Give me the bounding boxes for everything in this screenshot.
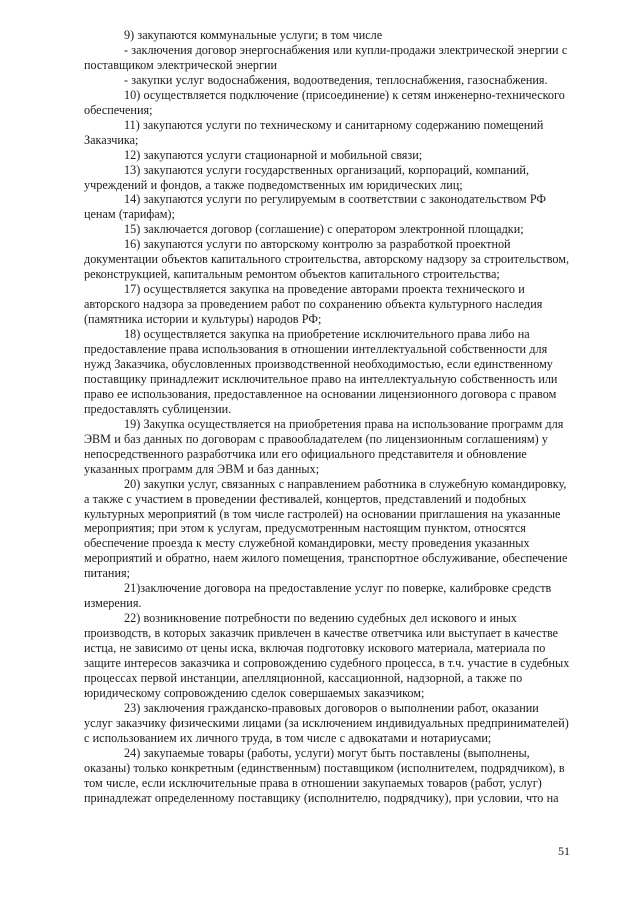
list-item: 10) осуществляется подключение (присоединение) к сетям инженерно-технического обеспечения; (84, 87, 565, 117)
list-item: 9) закупаются коммунальные услуги; в том числе (124, 28, 383, 42)
list-item: 16) закупаются услуги по авторскому контролю за разработкой проектной документации объектов капитального строительства, авторскому надзору за строительством, реконструкцией, капитальным ремонтом объектов капитального строительства; (84, 237, 570, 282)
list-item: 17) осуществляется закупка на проведение авторами проекта технического и авторского надзора за проведением работ по сохранению объекта культурного наследия (памятника истории и культуры) народов РФ; (84, 282, 543, 327)
list-sub-item: - заключения договор энергоснабжения или купли-продажи электрической энергии с поставщиком электрической энергии (84, 42, 568, 72)
list-item: 18) осуществляется закупка на приобретение исключительного права либо на предоставление права использования в отношении интеллектуальной собственности для нужд Заказчика, обусловленных производственной необходимостью, если единственному поставщику принадлежит исключительное право на интеллектуальную собственность или право ее использования, предоставленное на основании лицензионного договора с правом предоставлять сублицензии. (84, 327, 558, 416)
list-item: 11) закупаются услуги по техническому и санитарному содержанию помещений Заказчика; (84, 117, 544, 147)
page-number: 51 (558, 844, 570, 858)
list-item: 21)заключение договора на предоставление услуг по поверке, калибровке средств измерения. (84, 581, 552, 611)
list-item: 23) заключения гражданско-правовых договоров о выполнении работ, оказании услуг заказчику физическими лицами (за исключением индивидуальных предпринимателей) с использованием их личного труда, в том числе с адвокатами и нотариусами; (84, 700, 569, 745)
list-item: 22) возникновение потребности по ведению судебных дел искового и иных производств, в которых заказчик привлечен в качестве ответчика или выступает в качестве истца, не зависимо от цены иска, включая подготовку искового материала, материала по защите интересов заказчика и сопровождению судебного процесса, в т.ч. участие в судебных процессах первой инстанции, апелляционной, кассационной, надзорной, а также по юридическому сопровождению сделок совершаемых заказчиком; (84, 611, 570, 700)
list-sub-item: - закупки услуг водоснабжения, водоотведения, теплоснабжения, газоснабжения. (124, 72, 548, 87)
list-item: 20) закупки услуг, связанных с направлением работника в служебную командировку, а также с участием в проведении фестивалей, концертов, представлений и подобных культурных мероприятий (в том числе гастролей) на основании приглашения на указанные мероприятия; при этом к услугам, предусмотренным настоящим пунктом, относятся обеспечение проезда к месту служебной командировки, месту проведения указанных мероприятий и обратно, наем жилого помещения, транспортное обслуживание, обеспечение питания; (84, 476, 568, 581)
list-item: 13) закупаются услуги государственных организаций, корпораций, компаний, учреждений и фондов, а также подведомственных им юридических лиц; (84, 162, 530, 192)
list-item: 12) закупаются услуги стационарной и мобильной связи; (124, 147, 423, 162)
document-text-block (84, 28, 570, 806)
list-item: 15) заключается договор (соглашение) с оператором электронной площадки; (124, 222, 524, 237)
list-item: 14) закупаются услуги по регулируемым в соответствии с законодательством РФ ценам (тарифам); (84, 192, 547, 222)
list-item: 19) Закупка осуществляется на приобретения права на использование программ для ЭВМ и баз данных по договорам с правообладателем (по лицензионным соглашениям) у непосредственного разработчика или его официального представителя и обновление указанных программ для ЭВМ и баз данных; (84, 416, 564, 476)
list-item: 24) закупаемые товары (работы, услуги) могут быть поставлены (выполнены, оказаны) только конкретным (единственным) поставщиком (исполнителем, подрядчиком), в том числе, если исключительные права в отношении закупаемых товаров (работ, услуг) принадлежат определенному поставщику (исполнителю, подрядчику), при условии, что на (84, 745, 565, 805)
